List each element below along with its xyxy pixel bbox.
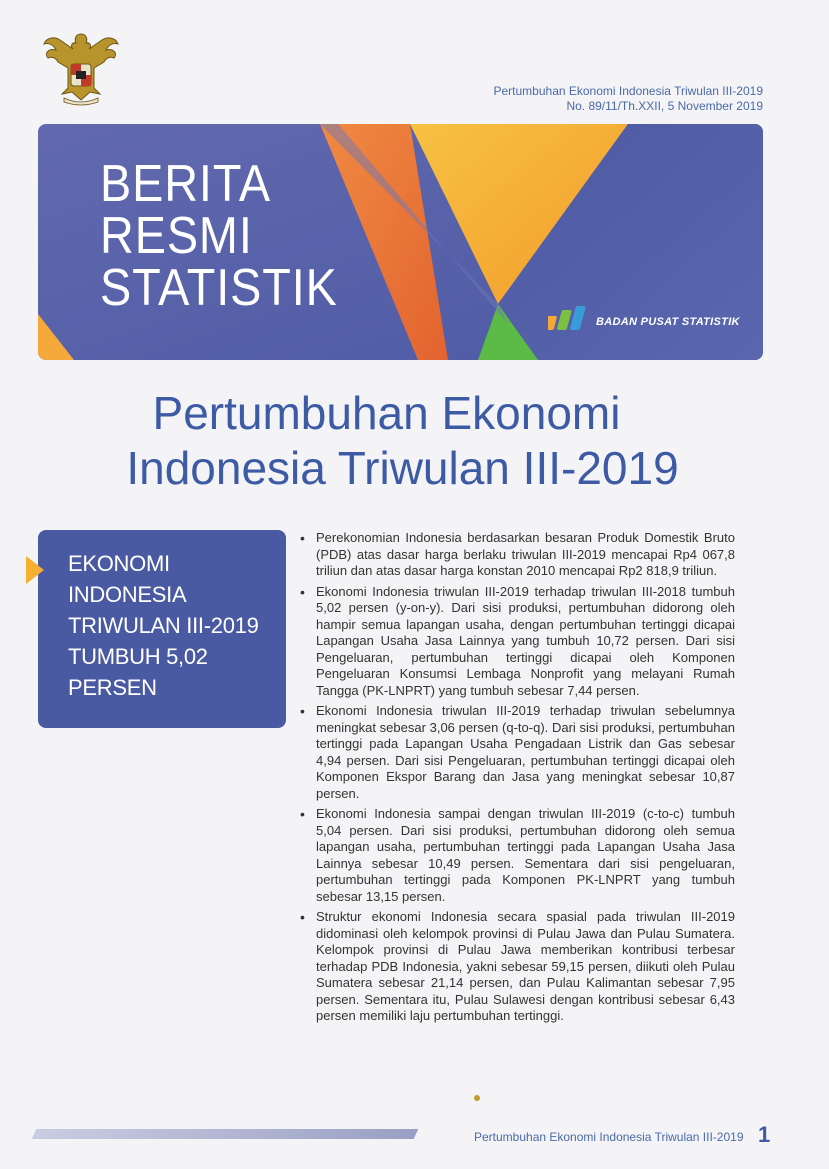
publication-meta — [494, 84, 764, 114]
list-item: • Ekonomi Indonesia sampai dengan triwulan III-2019 (c-to-c) tumbuh 5,04 persen. Dari sisi produksi, pertumbuhan didorong oleh semua lapangan usaha, pertumbuhan tertinggi pada Lapangan Usaha Jasa Lainnya sebesar 10,49 persen. Sementara dari sisi pengeluaran, pertumbuhan tertinggi pada Komponen PK-LNPRT yang tumbuh sebesar 13,15 persen. — [298, 806, 735, 905]
footer-bar — [32, 1129, 419, 1139]
agency-name: BADAN PUSAT STATISTIK — [596, 316, 740, 328]
list-item: • Struktur ekonomi Indonesia secara spasial pada triwulan III-2019 didominasi oleh kelompok provinsi di Pulau Jawa dan Pulau Sumatera. Kelompok provinsi di Pulau Jawa memberikan kontribusi terbesar terhadap PDB Indonesia, yakni sebesar 59,15 persen, diikuti oleh Pulau Sumatera sebesar 21,14 persen, dan Pulau Kalimantan sebesar 7,95 persen. Sementara itu, Pulau Sulawesi dengan kontribusi sebesar 6,43 persen memiliki laju pertumbuhan tertinggi. — [298, 909, 735, 1025]
list-item: • Perekonomian Indonesia berdasarkan besaran Produk Domestik Bruto (PDB) atas dasar harga berlaku triwulan III-2019 mencapai Rp4 067,8 triliun dan atas dasar harga konstan 2010 mencapai Rp2 818,9 triliun. — [298, 530, 735, 580]
publication-issue: No. 89/11/Th.XXII, 5 November 2019 — [566, 99, 763, 113]
banner-title-line: BERITA — [100, 155, 271, 213]
footer-title: Pertumbuhan Ekonomi Indonesia Triwulan III-2019 — [474, 1130, 744, 1144]
banner-title — [100, 155, 364, 317]
page-title-line-2: Indonesia Triwulan III-2019 — [126, 442, 679, 494]
headline-text: EKONOMI INDONESIA TRIWULAN III-2019 TUMBUH 5,02 PERSEN — [68, 551, 259, 700]
banner-title-line: RESMI — [100, 207, 253, 265]
decorative-dot — [474, 1095, 480, 1101]
berita-resmi-banner — [38, 124, 763, 360]
bps-logo-icon — [548, 306, 592, 340]
page-number: 1 — [758, 1122, 771, 1147]
arrow-right-icon — [26, 556, 44, 584]
publication-name: Pertumbuhan Ekonomi Indonesia Triwulan III-2019 — [493, 84, 763, 98]
list-item: • Ekonomi Indonesia triwulan III-2019 terhadap triwulan III-2018 tumbuh 5,02 persen (y-on-y). Dari sisi produksi, pertumbuhan didorong oleh hampir semua lapangan usaha, dengan pertumbuhan tertinggi dicapai Lapangan Usaha Jasa Lainnya yang tumbuh 10,72 persen. Dari sisi Pengeluaran, pertumbuhan tertinggi dicapai oleh Komponen Pengeluaran Konsumsi Lembaga Nonprofit yang melayani Rumah Tangga (PK-LNPRT) yang tumbuh sebesar 7,44 persen. — [298, 584, 735, 700]
page-title-line-1: Pertumbuhan Ekonomi — [152, 387, 621, 439]
summary-bullet-list — [298, 530, 735, 1029]
list-item: • Ekonomi Indonesia triwulan III-2019 terhadap triwulan sebelumnya meningkat sebesar 3,06 persen (q-to-q). Dari sisi produksi, pertumbuhan tertinggi pada Lapangan Usaha Pengadaan Listrik dan Gas sebesar 4,94 persen. Dari sisi Pengeluaran, pertumbuhan tertinggi dicapai oleh Komponen Ekspor Barang dan Jasa yang meningkat sebesar 10,87 persen. — [298, 703, 735, 802]
garuda-emblem-icon — [40, 28, 122, 108]
banner-title-line: STATISTIK — [100, 259, 338, 317]
